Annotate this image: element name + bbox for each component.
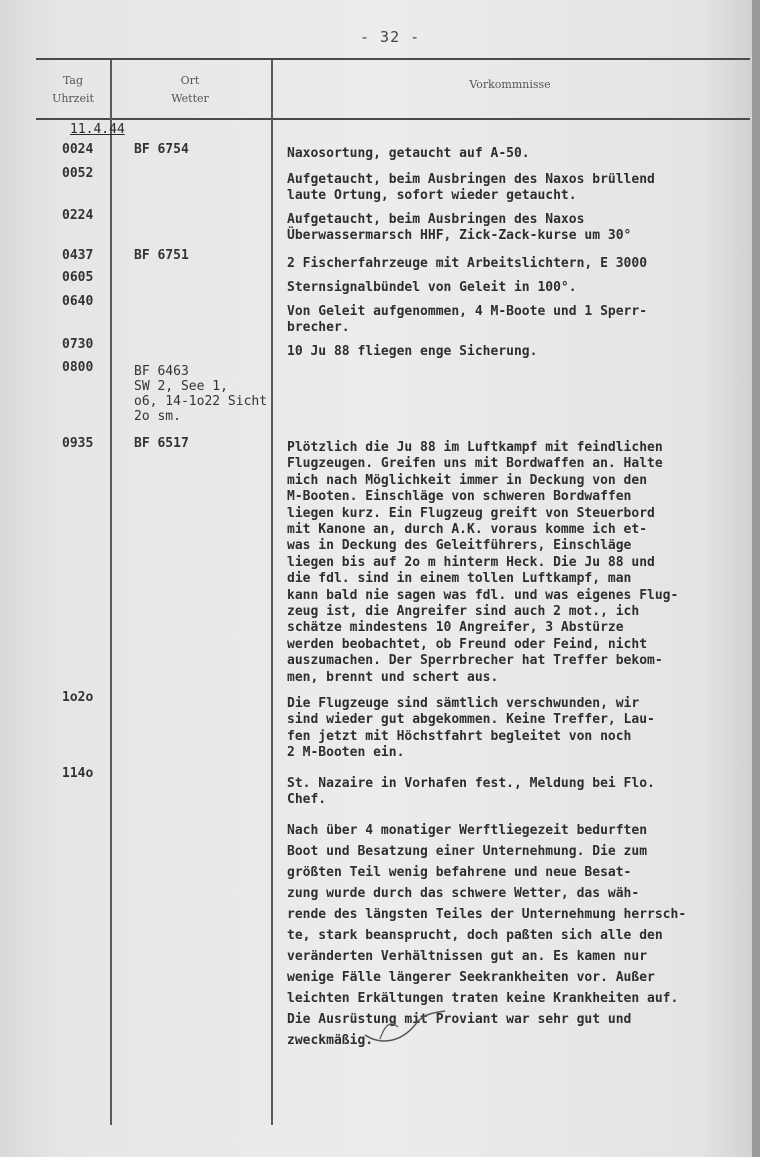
header-bottom-rule xyxy=(36,118,750,120)
ort-0024: BF 6754 xyxy=(134,142,189,157)
time-1140: 114o xyxy=(62,766,94,781)
entry-0935: Plötzlich die Ju 88 im Luftkampf mit feindlichen Flugzeugen. Greifen uns mit Bordwaffen an. Halte mich nach Möglichkeit immer in Deckung von den M-Booten. Einschläge von schweren Bordwaffen liegen kurz. Ein Flugzeug greift von Steuerbord mit Kanone an, durch A.K. voraus komme ich et- was in Deckung des Geleitführers, Einschläge liegen bis auf 2o m hinterm Heck. Die Ju 88 und die fdl. sind in einem tollen Luftkampf, man kann bald nie sagen was fdl. und was eigenes Flug- zeug ist, die Angreifer sind auch 2 mot., ich schätze mindestens 10 Angreifer, 3 Abstürze werden beobachtet, ob Freund oder Feind, nicht auszumachen. Der Sperrbrecher hat Treffer bekom- men, brennt und schert aus. xyxy=(287,440,679,685)
time-0224: 0224 xyxy=(62,208,94,223)
header-ort-wetter xyxy=(140,72,240,108)
time-0640: 0640 xyxy=(62,294,94,309)
header-wetter: Wetter xyxy=(171,92,209,105)
entry-0437: 2 Fischerfahrzeuge mit Arbeitslichtern, E 3000 xyxy=(287,256,648,271)
time-0437: 0437 xyxy=(62,248,94,263)
ort-0935: BF 6517 xyxy=(134,436,189,451)
entry-0052: Aufgetaucht, beim Ausbringen des Naxos brüllend laute Ortung, sofort wieder getaucht. xyxy=(287,172,655,204)
header-tag-uhrzeit xyxy=(40,72,106,108)
header-tag: Tag xyxy=(62,74,84,87)
entry-0605: Sternsignalbündel von Geleit in 100°. xyxy=(287,280,577,295)
header-uhrzeit: Uhrzeit xyxy=(52,92,94,105)
page-edge-shadow xyxy=(752,0,760,1157)
column-divider-2 xyxy=(271,60,273,1125)
time-1020: 1o2o xyxy=(62,690,94,705)
header-ort: Ort xyxy=(180,74,200,87)
entry-0024: Naxosortung, getaucht auf A-50. xyxy=(287,146,530,161)
time-0605: 0605 xyxy=(62,270,94,285)
entry-0640: Von Geleit aufgenommen, 4 M-Boote und 1 Sperr- brecher. xyxy=(287,304,648,336)
time-0730: 0730 xyxy=(62,337,94,352)
entry-0730: 10 Ju 88 fliegen enge Sicherung. xyxy=(287,344,538,359)
page-number: - 32 - xyxy=(360,28,421,46)
closing-summary: Nach über 4 monatiger Werftliegezeit bedurften Boot und Besatzung einer Unternehmung. Die zum größten Teil wenig befahrene und neue Besat- zung wurde durch das schwere Wetter, das wäh- rende des längsten Teiles der Unternehmung herrsch- te, stark beansprucht, doch paßten sich alle den veränderten Verhältnissen gut an. Es kamen nur wenige Fälle längerer Seekrankheiten vor. Außer leichten Erkältungen traten keine Krankheiten auf. Die Ausrüstung mit Proviant war sehr gut und zweckmäßig. xyxy=(287,823,687,1048)
entry-1020: Die Flugzeuge sind sämtlich verschwunden, wir sind wieder gut abgekommen. Keine Treffer, Lau- fen jetzt mit Höchstfahrt begleitet von noch 2 M-Booten ein. xyxy=(287,696,655,761)
time-0052: 0052 xyxy=(62,166,94,181)
ort-0437: BF 6751 xyxy=(134,248,189,263)
time-0024: 0024 xyxy=(62,142,94,157)
column-divider-1 xyxy=(110,60,112,1125)
table-top-rule xyxy=(36,58,750,60)
ort-wetter-0800: BF 6463 SW 2, See 1, o6, 14-1o22 Sicht 2o sm. xyxy=(134,364,268,424)
time-0935: 0935 xyxy=(62,436,94,451)
header-vorkommnisse: Vorkommnisse xyxy=(469,78,551,91)
entry-1140: St. Nazaire in Vorhafen fest., Meldung bei Flo. Chef. xyxy=(287,776,655,808)
entry-0224: Aufgetaucht, beim Ausbringen des Naxos Überwassermarsch HHF, Zick-Zack-kurse um 30° xyxy=(287,212,632,244)
entry-date: 11.4.44 xyxy=(70,122,125,137)
time-0800: 0800 xyxy=(62,360,94,375)
pencil-mark xyxy=(360,1005,450,1045)
